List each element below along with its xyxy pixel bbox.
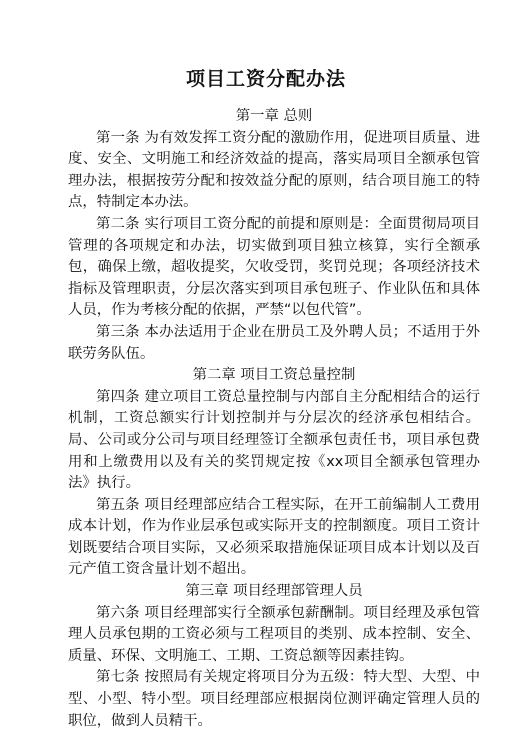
article-paragraph: 第七条 按照局有关规定将项目分为五级：特大型、大型、中型、小型、特小型。项目经理部应根据岗位测评确定管理人员的职位，做到人员精干。: [68, 669, 480, 729]
document-title: 项目工资分配办法: [185, 68, 346, 90]
document-body: [68, 106, 480, 732]
article-paragraph: 第一条 为有效发挥工资分配的激励作用，促进项目质量、进度、安全、文明施工和经济效益的提高，落实局项目全额承包管理办法，根据按劳分配和按效益分配的原则，结合项目施工的特点，特制定本办法。: [68, 129, 480, 211]
article-paragraph: 第五条 项目经理部应结合工程实际，在开工前编制人工费用成本计划，作为作业层承包或实际开支的控制额度。项目工资计划既要结合项目实际，又必须采取措施保证项目成本计划以及百元产值工资含量计划不超出。: [68, 496, 480, 578]
article-paragraph: 第六条 项目经理部实行全额承包薪酬制。项目经理及承包管理人员承包期的工资必须与工程项目的类别、成本控制、安全、质量、环保、文明施工、工期、工资总额等因素挂钩。: [68, 604, 480, 664]
chapter-heading: 第一章 总则: [235, 108, 313, 124]
article-paragraph: 第二条 实行项目工资分配的前提和原则是：全面贯彻局项目管理的各项规定和办法，切实做到项目独立核算，实行全额承包，确保上缴，超收提奖，欠收受罚，奖罚兑现；各项经济技术指标及管理职责，分层次落实到项目承包班子、作业队伍和具体人员，作为考核分配的依据，严禁“以包代管”。: [68, 215, 480, 319]
chapter-heading: 第二章 项目工资总量控制: [192, 367, 356, 384]
chapter-heading: 第三章 项目经理部管理人员: [185, 583, 363, 600]
article-paragraph: 第四条 建立项目工资总量控制与内部自主分配相结合的运行机制，工资总额实行计划控制并与分层次的经济承包相结合。局、公司或分公司与项目经理签订全额承包责任书，项目承包费用和上缴费用以及有关的奖罚规定按《xx项目全额承包管理办法》执行。: [68, 388, 480, 492]
article-paragraph: 第三条 本办法适用于企业在册员工及外聘人员；不适用于外联劳务队伍。: [68, 323, 480, 362]
